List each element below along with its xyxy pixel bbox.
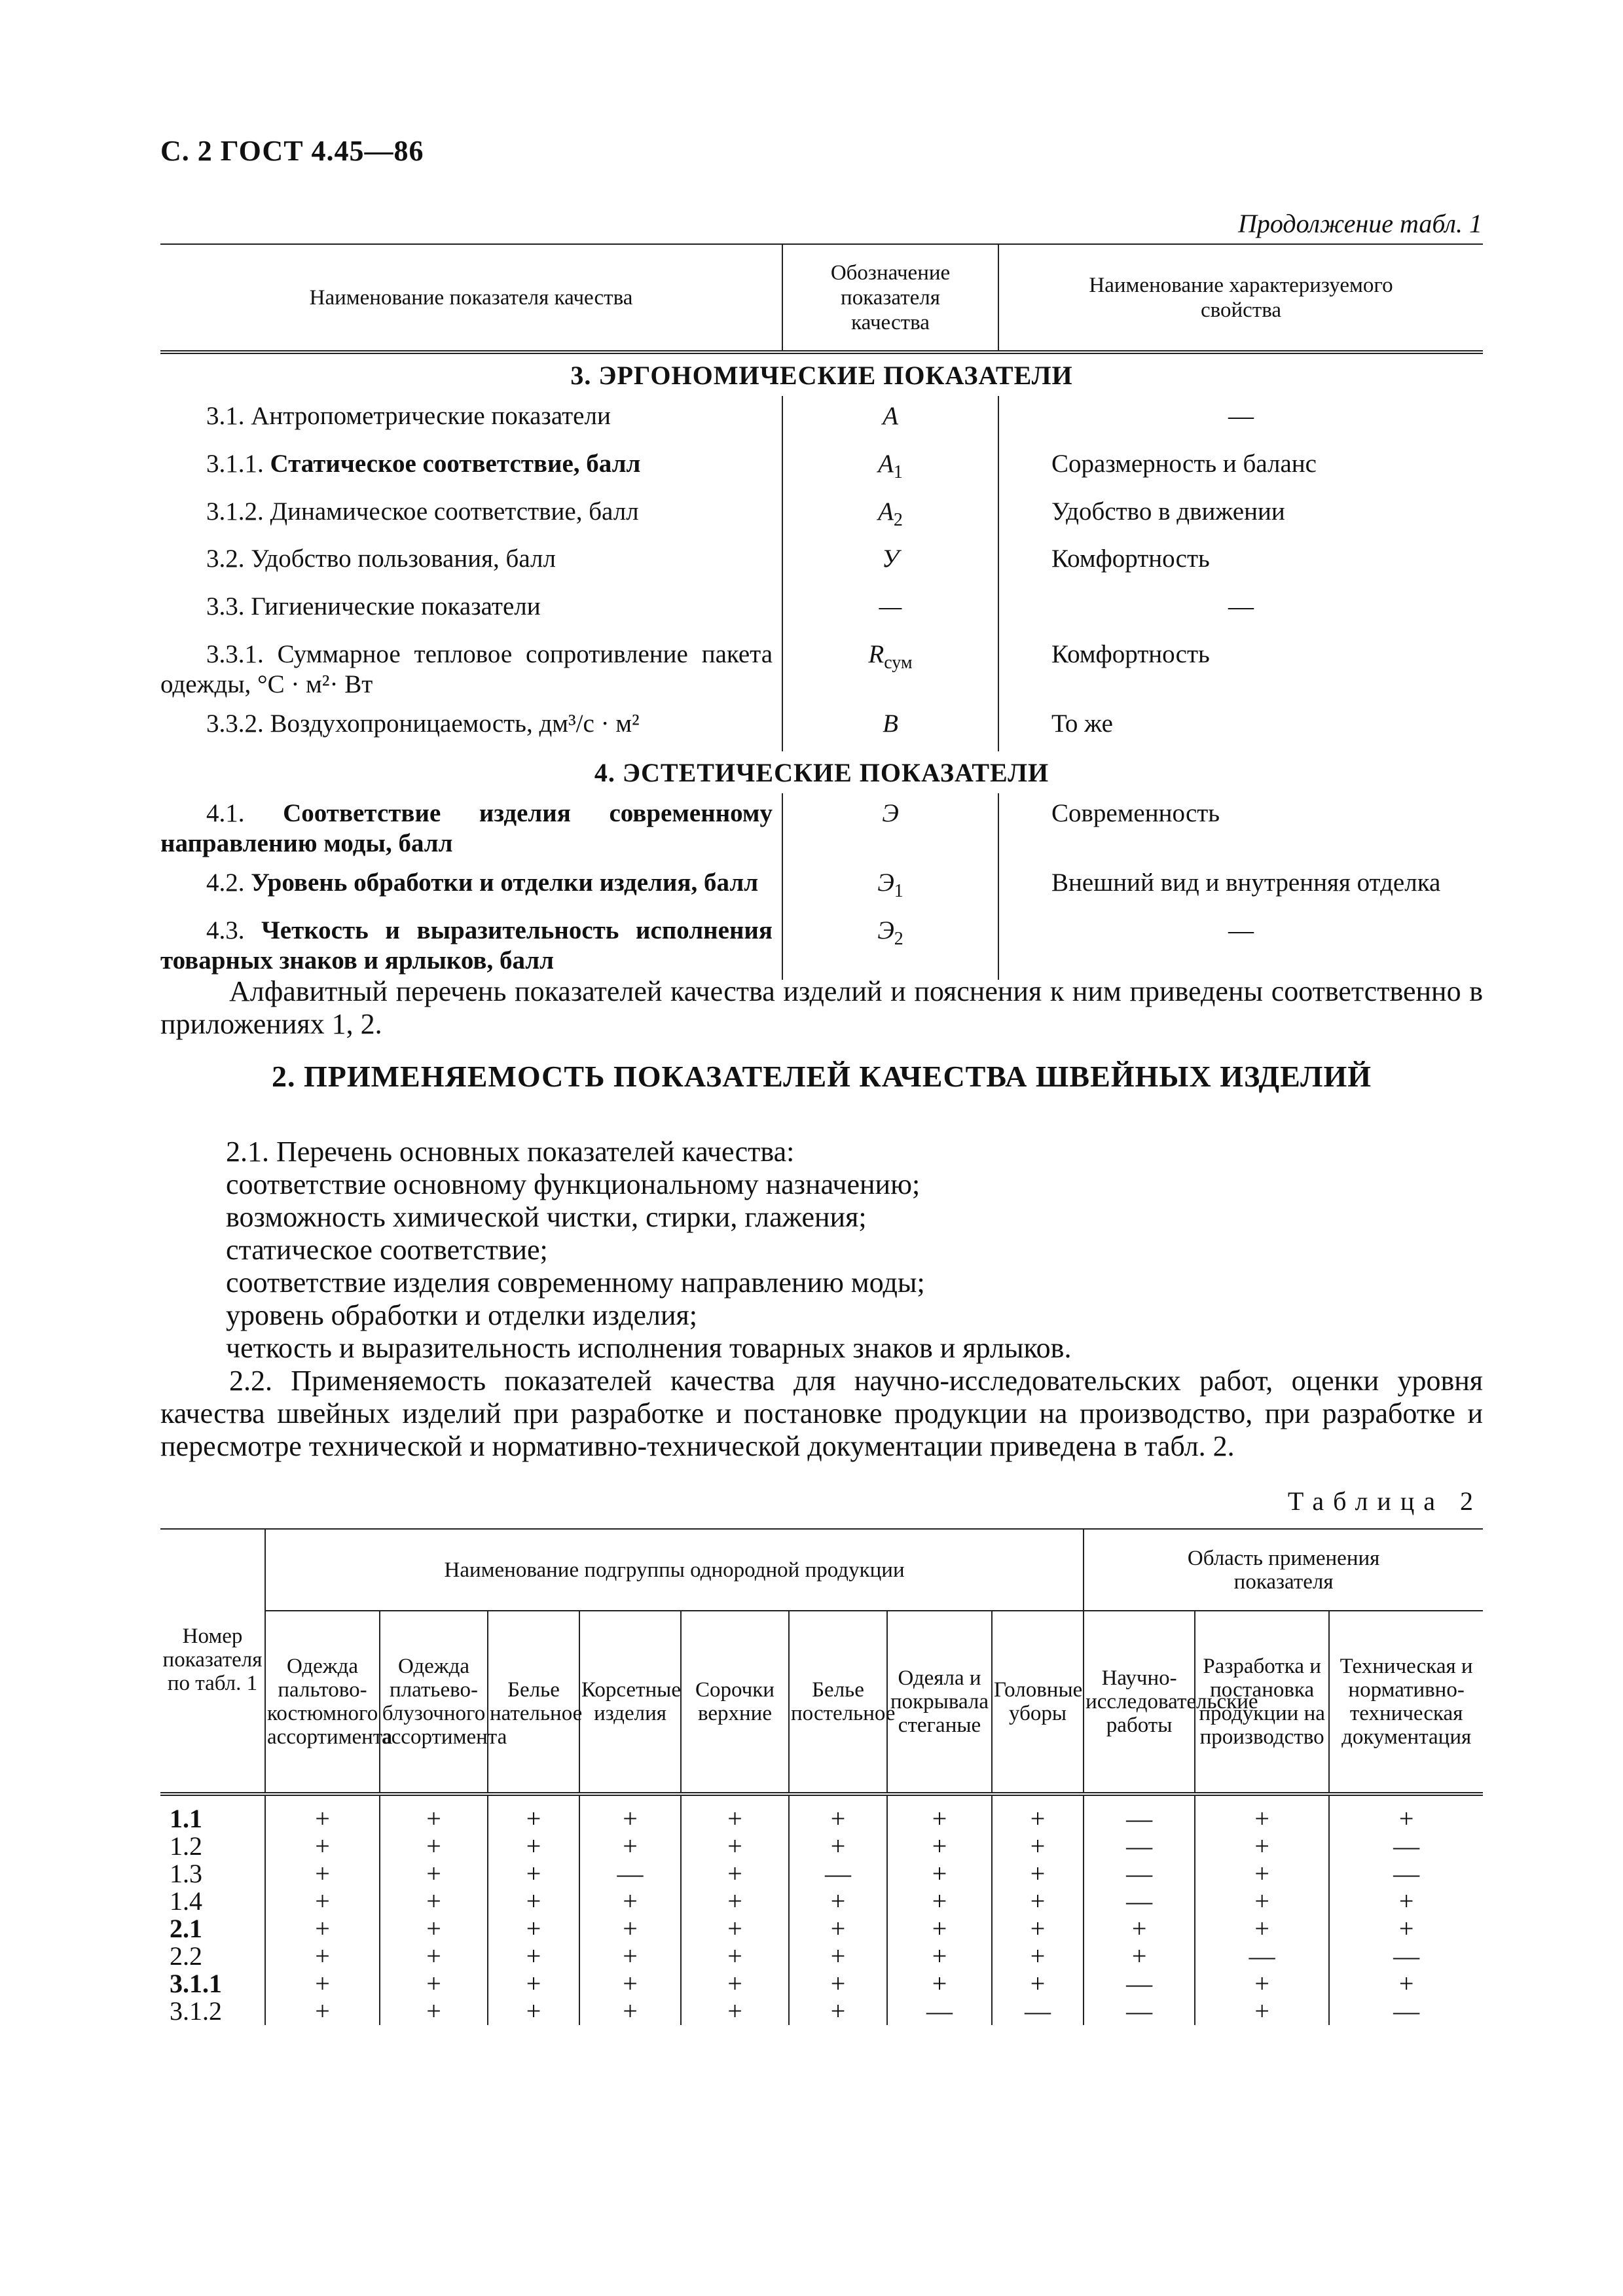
- applicability-cell: —: [789, 1860, 887, 1888]
- characterized-property: Внешний вид и внутренняя отделка: [1051, 868, 1441, 897]
- applicability-cell: +: [579, 1833, 681, 1860]
- applicability-cell: +: [488, 1970, 579, 1998]
- symbol-letter: В: [883, 709, 898, 738]
- applicability-cell: +: [265, 1970, 380, 1998]
- applicability-cell: —: [1084, 1833, 1195, 1860]
- table2-row: [160, 1833, 1483, 1860]
- paragraph-appendix-note: Алфавитный перечень показателей качества изделий и пояснения к ним приведены соответственно в приложениях 1, 2.: [160, 975, 1483, 1040]
- applicability-cell: +: [380, 1998, 488, 2025]
- applicability-cell: +: [488, 1794, 579, 1833]
- applicability-cell: +: [265, 1915, 380, 1943]
- table1-row: [160, 634, 1483, 704]
- table2-column-header: Научно-исследовательские работы: [1084, 1611, 1195, 1794]
- table2-row: [160, 1794, 1483, 1833]
- applicability-cell: +: [1195, 1970, 1329, 1998]
- characterized-property: Комфортность: [1051, 639, 1210, 668]
- table2-column-header: Белье нательное: [488, 1611, 579, 1794]
- table2-column-header: Техническая и нормативно-техническая документация: [1329, 1611, 1483, 1794]
- applicability-cell: —: [579, 1860, 681, 1888]
- table1-header-symbol: Обозначение показателя качества: [782, 244, 998, 352]
- characterized-property: Соразмерность и баланс: [1051, 449, 1317, 478]
- symbol-subscript: 1: [894, 880, 903, 901]
- table2-row: [160, 1943, 1483, 1970]
- table2-column-header: Корсетные изделия: [579, 1611, 681, 1794]
- applicability-cell: +: [1195, 1888, 1329, 1915]
- table1-header-property: Наименование характеризуемого свойства: [998, 244, 1483, 352]
- indicator-symbol: [782, 396, 998, 444]
- indicator-text: Динамическое соответствие, балл: [270, 497, 639, 526]
- indicator-number: 3.3.: [206, 592, 245, 621]
- applicability-cell: +: [265, 1794, 380, 1833]
- indicator-number: 3.3.2.: [206, 709, 264, 738]
- indicator-text: Соответствие изделия современному направлению моды, балл: [160, 798, 773, 857]
- applicability-cell: +: [1195, 1833, 1329, 1860]
- applicability-cell: +: [380, 1915, 488, 1943]
- applicability-cell: +: [887, 1970, 992, 1998]
- table1-row: [160, 396, 1483, 444]
- indicator-number-cell: 1.1: [160, 1794, 265, 1833]
- applicability-cell: +: [488, 1888, 579, 1915]
- symbol-letter: А: [883, 402, 898, 430]
- indicator-symbol: [782, 634, 998, 704]
- indicator-name: [160, 863, 782, 910]
- table1-row: [160, 863, 1483, 910]
- table-continuation-caption: Продолжение табл. 1: [1237, 209, 1482, 238]
- symbol-subscript: 1: [893, 461, 903, 482]
- applicability-cell: +: [681, 1860, 789, 1888]
- applicability-cell: +: [789, 1833, 887, 1860]
- symbol-letter: А: [878, 449, 894, 478]
- indicator-number: 3.1.: [206, 402, 245, 430]
- applicability-cell: +: [488, 1943, 579, 1970]
- applicability-cell: +: [488, 1915, 579, 1943]
- applicability-cell: +: [579, 1943, 681, 1970]
- indicator-name: [160, 586, 782, 634]
- indicator-text: Уровень обработки и отделки изделия, балл: [251, 868, 759, 897]
- indicator-number-cell: 1.4: [160, 1888, 265, 1915]
- indicator-name: [160, 492, 782, 539]
- applicability-cell: +: [789, 1794, 887, 1833]
- symbol-letter: Э: [877, 916, 894, 944]
- applicability-cell: +: [1329, 1915, 1483, 1943]
- main-indicators-list: [226, 1136, 1071, 1365]
- table2-column-header: Сорочки верхние: [681, 1611, 789, 1794]
- indicator-number: 4.3.: [206, 916, 245, 944]
- list-item: соответствие основному функциональному назначению;: [226, 1168, 921, 1200]
- indicator-symbol: [782, 444, 998, 492]
- applicability-cell: +: [1084, 1943, 1195, 1970]
- applicability-cell: +: [681, 1833, 789, 1860]
- paragraph-applicability: 2.2. Применяемость показателей качества для научно-исследовательских работ, оценки уровня качества швейных изделий при разработке и постановке продукции на производство, при разработке и пересмотре технической и нормативно-технической документации приведена в табл. 2.: [160, 1365, 1483, 1462]
- applicability-cell: +: [681, 1794, 789, 1833]
- applicability-cell: +: [1195, 1860, 1329, 1888]
- indicator-text: Воздухопроницаемость, дм³/с · м²: [270, 709, 640, 738]
- applicability-cell: +: [380, 1860, 488, 1888]
- applicability-cell: —: [1329, 1998, 1483, 2025]
- applicability-cell: +: [265, 1833, 380, 1860]
- indicator-number: 3.1.1.: [206, 449, 264, 478]
- applicability-cell: +: [265, 1860, 380, 1888]
- table1-row: [160, 910, 1483, 980]
- applicability-cell: +: [265, 1943, 380, 1970]
- applicability-cell: +: [789, 1998, 887, 2025]
- characterized-property: —: [1228, 592, 1254, 621]
- indicator-number: 3.3.1.: [206, 639, 264, 668]
- section-title: 4. ЭСТЕТИЧЕСКИЕ ПОКАЗАТЕЛИ: [594, 757, 1049, 787]
- list-item: статическое соответствие;: [226, 1234, 548, 1266]
- table2-header-group1: Наименование подгруппы однородной продукции: [265, 1529, 1084, 1611]
- indicator-name: [160, 539, 782, 586]
- applicability-cell: —: [992, 1998, 1084, 2025]
- indicator-symbol: [782, 586, 998, 634]
- section-heading-2: 2. ПРИМЕНЯЕМОСТЬ ПОКАЗАТЕЛЕЙ КАЧЕСТВА ШВЕЙНЫХ ИЗДЕЛИЙ: [271, 1060, 1372, 1093]
- symbol-letter: R: [868, 639, 884, 668]
- applicability-cell: +: [887, 1860, 992, 1888]
- indicator-number: 3.1.2.: [206, 497, 264, 526]
- indicator-number-cell: 1.3: [160, 1860, 265, 1888]
- applicability-cell: +: [1329, 1794, 1483, 1833]
- table2-header-number: Номер показателя по табл. 1: [160, 1529, 265, 1794]
- indicator-symbol: [782, 539, 998, 586]
- applicability-cell: —: [1329, 1860, 1483, 1888]
- applicability-cell: —: [887, 1998, 992, 2025]
- indicator-name: [160, 444, 782, 492]
- table1-header-row: [160, 244, 1483, 352]
- list-item: соответствие изделия современному направлению моды;: [226, 1266, 925, 1299]
- applicability-cell: +: [992, 1860, 1084, 1888]
- table2-column-header: Одежда платьево-блузочного ассортимента: [380, 1611, 488, 1794]
- indicator-text: Статическое соответствие, балл: [270, 449, 641, 478]
- applicability-cell: +: [1084, 1915, 1195, 1943]
- list-item: уровень обработки и отделки изделия;: [226, 1299, 697, 1331]
- characterized-property: —: [1228, 402, 1254, 430]
- applicability-cell: +: [488, 1860, 579, 1888]
- applicability-cell: +: [887, 1833, 992, 1860]
- indicator-symbol: [782, 910, 998, 980]
- indicator-symbol: [782, 492, 998, 539]
- indicator-symbol: [782, 863, 998, 910]
- applicability-cell: +: [992, 1970, 1084, 1998]
- symbol-letter: А: [878, 497, 894, 526]
- applicability-cell: +: [579, 1794, 681, 1833]
- applicability-cell: +: [380, 1888, 488, 1915]
- indicator-symbol: [782, 704, 998, 751]
- table1-row: [160, 539, 1483, 586]
- indicator-number-cell: 2.2: [160, 1943, 265, 1970]
- applicability-cell: +: [380, 1970, 488, 1998]
- table1-row: [160, 793, 1483, 863]
- applicability-cell: +: [380, 1794, 488, 1833]
- indicator-text: Удобство пользования, балл: [251, 545, 556, 573]
- symbol-letter: Э: [877, 868, 894, 897]
- table1-section-row: [160, 352, 1483, 396]
- symbol-subscript: 2: [894, 928, 903, 949]
- symbol-letter: —: [879, 592, 902, 621]
- applicability-cell: +: [789, 1970, 887, 1998]
- table2-row: [160, 1970, 1483, 1998]
- applicability-cell: +: [681, 1998, 789, 2025]
- characterized-property: Современность: [1051, 798, 1220, 827]
- indicator-name: [160, 793, 782, 863]
- symbol-subscript: 2: [893, 509, 903, 530]
- applicability-table: [160, 1528, 1483, 2025]
- applicability-cell: +: [1195, 1794, 1329, 1833]
- section-title: 3. ЭРГОНОМИЧЕСКИЕ ПОКАЗАТЕЛИ: [570, 361, 1073, 390]
- table1-row: [160, 444, 1483, 492]
- list-item: возможность химической чистки, стирки, глажения;: [226, 1201, 867, 1233]
- applicability-cell: —: [1084, 1888, 1195, 1915]
- table2-caption: Таблица 2: [1287, 1486, 1482, 1516]
- symbol-subscript: сум: [884, 652, 913, 673]
- characterized-property: То же: [1051, 709, 1113, 738]
- table2-column-header: Одеяла и покрывала стеганые: [887, 1611, 992, 1794]
- applicability-cell: +: [579, 1998, 681, 2025]
- applicability-cell: +: [681, 1943, 789, 1970]
- applicability-cell: +: [265, 1888, 380, 1915]
- applicability-cell: +: [1195, 1998, 1329, 2025]
- applicability-cell: —: [1084, 1998, 1195, 2025]
- table1-row: [160, 492, 1483, 539]
- applicability-cell: —: [1329, 1833, 1483, 1860]
- applicability-cell: +: [488, 1998, 579, 2025]
- applicability-cell: +: [887, 1915, 992, 1943]
- characterized-property: Комфортность: [1051, 545, 1210, 573]
- applicability-cell: +: [380, 1943, 488, 1970]
- indicator-number: 3.2.: [206, 545, 245, 573]
- table2-row: [160, 1888, 1483, 1915]
- table1-row: [160, 704, 1483, 751]
- table2-row: [160, 1915, 1483, 1943]
- indicator-name: [160, 704, 782, 751]
- indicator-number: 4.2.: [206, 868, 245, 897]
- applicability-cell: +: [579, 1888, 681, 1915]
- applicability-cell: —: [1195, 1943, 1329, 1970]
- applicability-cell: +: [1195, 1915, 1329, 1943]
- indicator-number: 4.1.: [206, 798, 245, 827]
- applicability-cell: —: [1084, 1860, 1195, 1888]
- indicator-symbol: [782, 793, 998, 863]
- applicability-cell: +: [380, 1833, 488, 1860]
- table1-header-name: Наименование показателя качества: [160, 244, 782, 352]
- indicator-text: Гигиенические показатели: [251, 592, 541, 621]
- table2-row: [160, 1998, 1483, 2025]
- symbol-letter: У: [881, 545, 900, 573]
- applicability-cell: +: [887, 1943, 992, 1970]
- indicator-name: [160, 396, 782, 444]
- table2-column-header: Белье постельное: [789, 1611, 887, 1794]
- list-item: 2.1. Перечень основных показателей качества:: [226, 1136, 795, 1168]
- indicator-number-cell: 1.2: [160, 1833, 265, 1860]
- table2-column-header: Одежда пальтово-костюмного ассортимента: [265, 1611, 380, 1794]
- applicability-cell: +: [681, 1915, 789, 1943]
- applicability-cell: +: [992, 1943, 1084, 1970]
- applicability-cell: +: [992, 1794, 1084, 1833]
- applicability-cell: +: [887, 1794, 992, 1833]
- indicator-name: [160, 910, 782, 980]
- applicability-cell: +: [488, 1833, 579, 1860]
- applicability-cell: +: [1329, 1888, 1483, 1915]
- applicability-cell: +: [579, 1970, 681, 1998]
- indicator-text: Суммарное тепловое сопротивление пакета одежды, °С · м²· Вт: [160, 639, 773, 698]
- indicator-number-cell: 3.1.1: [160, 1970, 265, 1998]
- applicability-cell: +: [1329, 1970, 1483, 1998]
- indicator-name: [160, 634, 782, 704]
- quality-indicators-table: [160, 243, 1483, 980]
- table2-row: [160, 1860, 1483, 1888]
- applicability-cell: +: [789, 1943, 887, 1970]
- applicability-cell: +: [992, 1833, 1084, 1860]
- indicator-text: Антропометрические показатели: [251, 402, 611, 430]
- table2-column-header: Головные уборы: [992, 1611, 1084, 1794]
- characterized-property: Удобство в движении: [1051, 497, 1285, 526]
- table1-section-row: [160, 751, 1483, 793]
- applicability-cell: +: [992, 1915, 1084, 1943]
- applicability-cell: +: [681, 1888, 789, 1915]
- indicator-text: Четкость и выразительность исполнения товарных знаков и ярлыков, балл: [160, 916, 773, 975]
- applicability-cell: +: [681, 1970, 789, 1998]
- applicability-cell: —: [1084, 1794, 1195, 1833]
- indicator-number-cell: 2.1: [160, 1915, 265, 1943]
- table2-header-group2: Область применения показателя: [1084, 1529, 1483, 1611]
- applicability-cell: +: [265, 1998, 380, 2025]
- applicability-cell: +: [992, 1888, 1084, 1915]
- applicability-cell: +: [579, 1915, 681, 1943]
- applicability-cell: —: [1329, 1943, 1483, 1970]
- table2-column-header: Разработка и постановка продукции на производство: [1195, 1611, 1329, 1794]
- applicability-cell: +: [887, 1888, 992, 1915]
- list-item: четкость и выразительность исполнения товарных знаков и ярлыков.: [226, 1332, 1072, 1364]
- applicability-cell: +: [789, 1888, 887, 1915]
- symbol-letter: Э: [882, 798, 899, 827]
- applicability-cell: +: [789, 1915, 887, 1943]
- applicability-cell: —: [1084, 1970, 1195, 1998]
- characterized-property: —: [1228, 916, 1254, 944]
- page-header: С. 2 ГОСТ 4.45—86: [160, 135, 424, 167]
- indicator-number-cell: 3.1.2: [160, 1998, 265, 2025]
- table1-row: [160, 586, 1483, 634]
